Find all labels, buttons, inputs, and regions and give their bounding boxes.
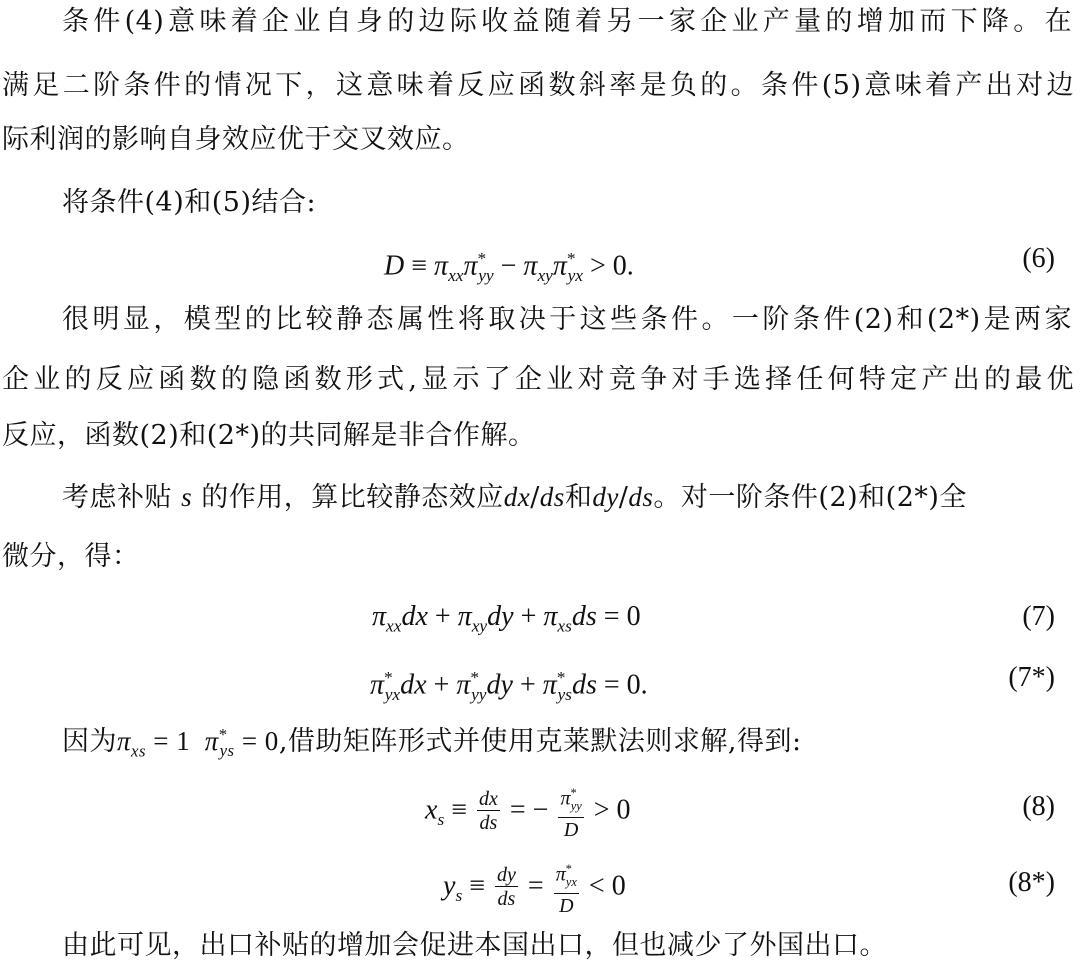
- para3-line3: 反应，函数(2)和(2*)的共同解是非合作解。: [2, 420, 536, 451]
- para4-text-c: 和: [564, 482, 593, 513]
- para5-text-a: 因为: [62, 726, 117, 757]
- equation-7-star-number: (7*): [1008, 662, 1055, 693]
- equation-7-star: [0, 653, 1080, 703]
- para4-text-d: 。对一阶条件(2)和(2*)全: [653, 482, 967, 513]
- equation-8: [0, 782, 1080, 841]
- equation-8-star: [0, 858, 1080, 917]
- equation-8-number: (8): [1022, 791, 1055, 822]
- equation-8-formula: $x_s$ ≡ $\frac{dx}{ds}$ = − $\frac{\pi^*_{yy}}{D}$ > 0: [425, 782, 631, 832]
- para1-line3: 际利润的影响自身效应优于交叉效应。: [2, 124, 470, 155]
- para3-line2: 企业的反应函数的隐函数形式,显示了企业对竞争对手选择任何特定产出的最优: [2, 364, 1074, 395]
- para4-line2: 微分，得：: [2, 541, 140, 572]
- para3-line1: 很明显，模型的比较静态属性将取决于这些条件。一阶条件(2)和(2*)是两家: [62, 304, 1072, 335]
- equation-8-star-formula: $y_s$ ≡ $\frac{dy}{ds}$ = $\frac{\pi^*_{yx}}{D}$ < 0: [443, 858, 626, 908]
- equation-7-formula: $\pi_{xx}dx + \pi_{xy}dy + \pi_{xs}ds = 0$: [372, 601, 641, 636]
- equation-6: [0, 234, 1080, 284]
- equation-7-number: (7): [1022, 601, 1055, 632]
- para1-line2: 满足二阶条件的情况下，这意味着反应函数斜率是负的。条件(5)意味着产出对边: [2, 70, 1074, 101]
- para1-line1: 条件(4)意味着企业自身的边际收益随着另一家企业产量的增加而下降。在: [62, 6, 1072, 37]
- fraction-dy-ds: $\frac{dy}{ds}$: [497, 864, 516, 911]
- equation-8-star-number: (8*): [1008, 867, 1055, 898]
- para4-text-a: 考虑补贴: [62, 482, 172, 513]
- equation-6-formula: $D \equiv \pi_{xx}\pi^*_{yy} - \pi_{xy}\pi^*_{yx} > 0$.: [384, 249, 634, 285]
- para6-line1: 由此可见，出口补贴的增加会促进本国出口，但也减少了外国出口。: [62, 930, 887, 961]
- fraction-dx-ds: $\frac{dx}{ds}$: [479, 788, 498, 835]
- fraction-pi-yy-D: $\frac{\pi^*_{yy}}{D}$: [558, 782, 583, 842]
- para5-text-b: ,借助矩阵形式并使用克莱默法则求解,得到:: [278, 726, 802, 757]
- fraction-pi-yx-D: $\frac{\pi^*_{yx}}{D}$: [554, 858, 579, 918]
- para4-text-b: 的作用，算比较静态效应: [201, 482, 504, 513]
- para2-line1: 将条件(4)和(5)结合:: [62, 187, 317, 218]
- para4-line1: 考虑补贴 s 的作用，算比较静态效应dx/ds和dy/ds。对一阶条件(2)和(2*)全: [62, 482, 967, 513]
- para5-line1: 因为$\pi_{xs} = 1$ $\pi^*_{ys} = 0$,借助矩阵形式并使用克莱默法则求解,得到:: [62, 725, 802, 761]
- equation-7-star-formula: $\pi^*_{yx}dx + \pi^*_{yy}dy + \pi^*_{ys}ds = 0$.: [370, 668, 648, 704]
- equation-6-number: (6): [1022, 243, 1055, 274]
- equation-7: [0, 592, 1080, 642]
